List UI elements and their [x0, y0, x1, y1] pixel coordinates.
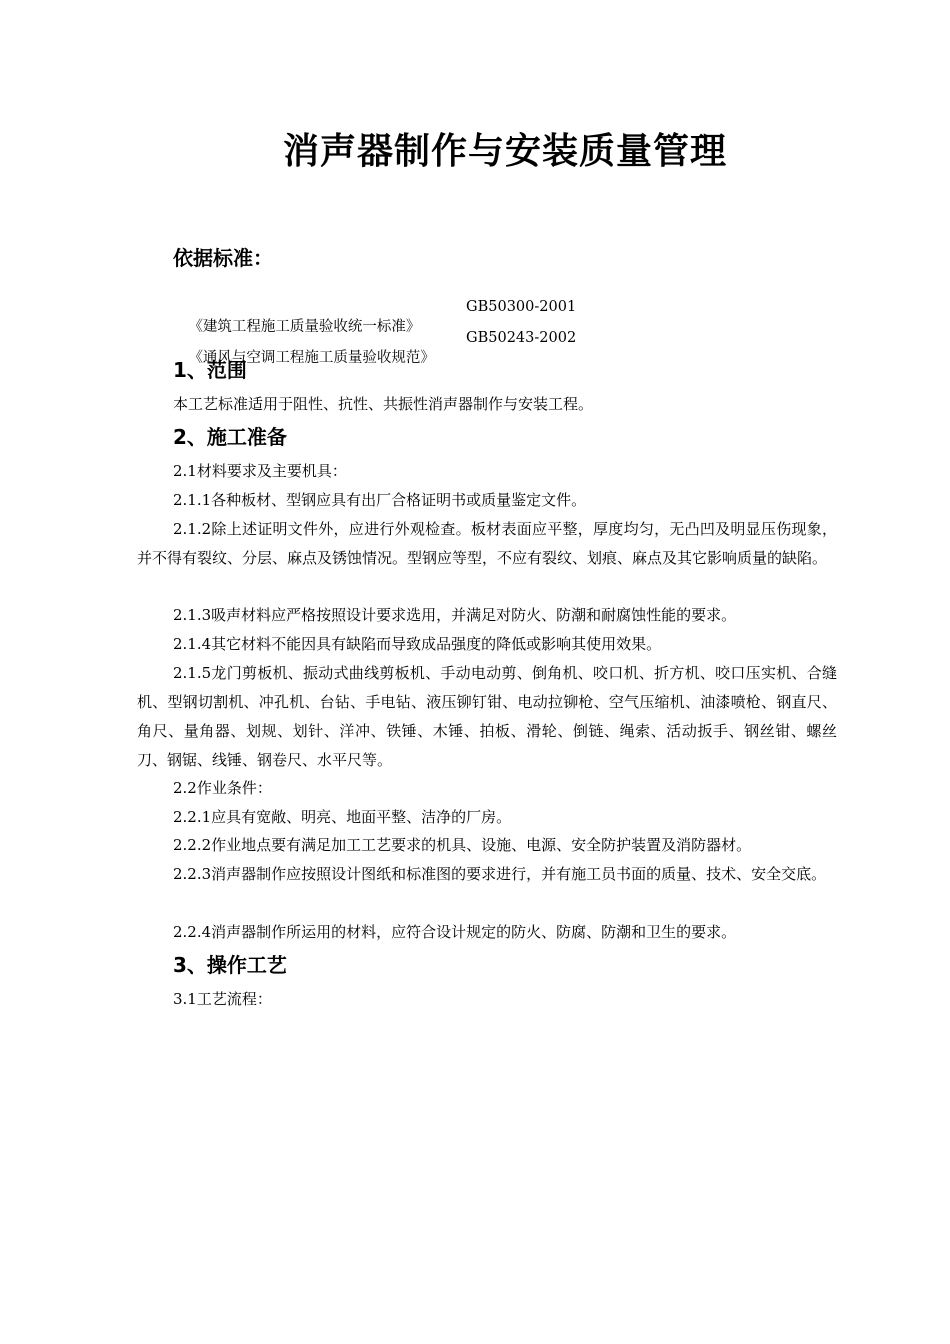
paragraph: 2.1.4其它材料不能因具有缺陷而导致成品强度的降低或影响其使用效果。 [173, 635, 662, 653]
paragraph: 2.2.4消声器制作所运用的材料，应符合设计规定的防火、防腐、防潮和卫生的要求。 [173, 923, 737, 941]
standard-name: 《建筑工程施工质量验收统一标准》 [188, 319, 421, 335]
paragraph: 2.1.2除上述证明文件外，应进行外观检查。板材表面应平整，厚度均匀，无凸凹及明显压伤现象，并不得有裂纹、分层、麻点及锈蚀情况。型钢应等型，不应有裂纹、划痕、麻点及其它影响质量的缺陷。 [137, 520, 837, 567]
paragraph: 2.1材料要求及主要机具： [173, 462, 347, 480]
paragraph: 2.2.1应具有宽敞、明亮、地面平整、洁净的厂房。 [173, 808, 512, 826]
paragraph: 2.2.3消声器制作应按照设计图纸和标准图的要求进行，并有施工员书面的质量、技术、安全交底。 [173, 865, 827, 883]
section-heading-scope: 1、范围 [173, 358, 247, 382]
standard-code: GB50243-2002 [466, 330, 577, 346]
standard-name: 《通风与空调工程施工质量验收规范》 [188, 350, 435, 366]
paragraph: 3.1工艺流程： [173, 990, 272, 1008]
paragraph: 2.1.5龙门剪板机、振动式曲线剪板机、手动电动剪、倒角机、咬口机、折方机、咬口压实机、合缝机、型钢切割机、冲孔机、台钻、手电钻、液压铆钉钳、电动拉铆枪、空气压缩机、油漆喷枪、钢直尺、角尺、量角器、划规、划针、洋冲、铁锤、木锤、拍板、滑轮、倒链、绳索、活动扳手、钢丝钳、螺丝刀、钢锯、线锤、钢卷尺、水平尺等。 [137, 664, 837, 769]
standard-code: GB50300-2001 [466, 299, 577, 315]
section-heading-operation: 3、操作工艺 [173, 953, 287, 977]
paragraph: 2.2作业条件： [173, 779, 272, 797]
section-heading-preparation: 2、施工准备 [173, 425, 287, 449]
paragraph: 2.1.3吸声材料应严格按照设计要求选用，并满足对防火、防潮和耐腐蚀性能的要求。 [173, 606, 737, 624]
document-title: 消声器制作与安装质量管理 [282, 131, 727, 172]
paragraph: 2.2.2作业地点要有满足加工工艺要求的机具、设施、电源、安全防护装置及消防器材。 [173, 836, 752, 854]
basis-heading: 依据标准： [173, 246, 273, 270]
paragraph: 本工艺标准适用于阻性、抗性、共振性消声器制作与安装工程。 [173, 395, 594, 413]
paragraph: 2.1.1各种板材、型钢应具有出厂合格证明书或质量鉴定文件。 [173, 491, 587, 509]
